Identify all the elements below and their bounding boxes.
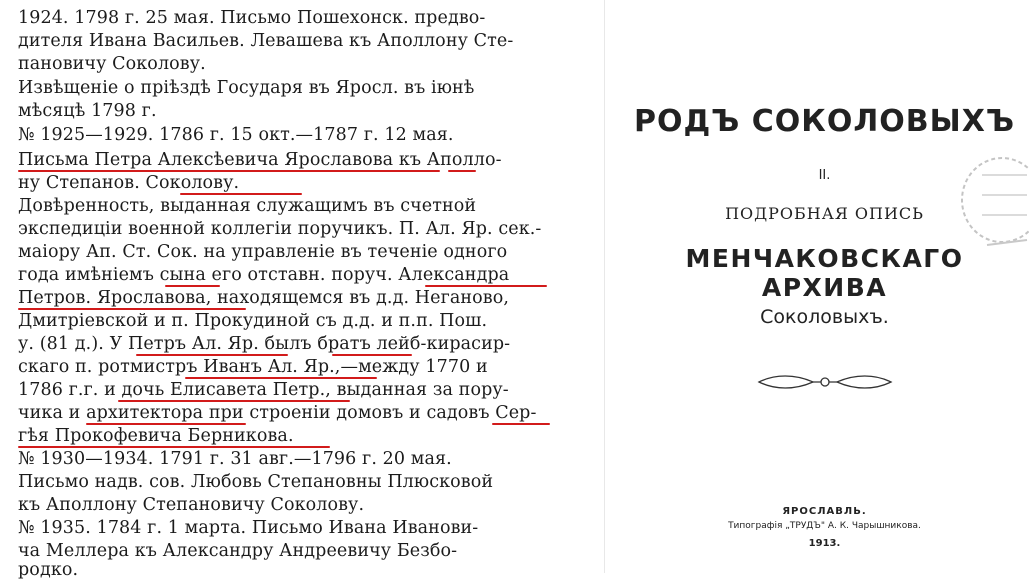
title-page <box>620 0 1029 573</box>
text-line: мѣсяцѣ 1798 г. <box>18 101 157 121</box>
red-underline <box>18 170 440 172</box>
red-underline <box>448 170 476 172</box>
library-stamp-icon <box>932 145 1029 265</box>
text-line: ну Степанов. Соколову. <box>18 173 240 193</box>
text-line: Извѣщеніе о пріѣздѣ Государя въ Яросл. въ іюнѣ <box>18 78 475 98</box>
red-underline <box>425 285 547 287</box>
text-line: маіору Ап. Ст. Сок. на управленіе въ теченіе одного <box>18 242 508 262</box>
text-line: № 1930—1934. 1791 г. 31 авг.—1796 г. 20 мая. <box>18 449 452 469</box>
text-line: Петров. Ярославова, находящемся въ д.д. Неганово, <box>18 288 510 308</box>
text-line: Довѣренность, выданная служащимъ въ счетной <box>18 196 477 216</box>
page-divider <box>604 0 605 573</box>
text-line: года имѣніемъ сына его отставн. поруч. Александра <box>18 265 510 285</box>
red-underline <box>165 285 220 287</box>
book-subtitle: ПОДРОБНАЯ ОПИСЬ <box>725 204 924 223</box>
volume-number: II. <box>818 168 831 183</box>
text-line: Дмитріевской и п. Прокудиной съ д.д. и п.п. Пош. <box>18 311 488 331</box>
red-underline <box>492 423 550 425</box>
text-line: скаго п. ротмистръ Иванъ Ал. Яр.,—между 1770 и <box>18 357 488 377</box>
publication-year: 1913. <box>808 538 841 549</box>
ornament-flourish-icon <box>755 370 895 394</box>
text-line: 1924. 1798 г. 25 мая. Письмо Пошехонск. предво- <box>18 8 486 28</box>
red-underline <box>86 423 246 425</box>
text-line: Письма Петра Алексѣевича Ярославова къ Аполло- <box>18 150 502 170</box>
publication-city: ЯРОСЛАВЛЬ. <box>782 506 867 517</box>
archive-name: МЕНЧАКОВСКАГО АРХИВА <box>685 244 964 302</box>
text-line: ча Меллера къ Александру Андреевичу Безбо- <box>18 541 458 561</box>
text-line: гѣя Прокофевича Берникова. <box>18 426 294 446</box>
red-underline <box>18 446 330 448</box>
text-line: чика и архитектора при строеніи домовъ и садовъ Сер- <box>18 403 537 423</box>
red-underline <box>332 354 412 356</box>
red-underline <box>185 377 377 379</box>
text-line: дителя Ивана Васильев. Левашева къ Аполлону Сте- <box>18 31 514 51</box>
text-line: Письмо надв. сов. Любовь Степановны Плюсковой <box>18 472 494 492</box>
text-line: у. (81 д.). У Петръ Ал. Яр. былъ братъ лейб-кирасир- <box>18 334 511 354</box>
red-underline <box>180 193 302 195</box>
text-line: № 1925—1929. 1786 г. 15 окт.—1787 г. 12 мая. <box>18 125 454 145</box>
text-line: № 1935. 1784 г. 1 марта. Письмо Ивана Иванови- <box>18 518 479 538</box>
text-line: къ Аполлону Степановичу Соколову. <box>18 495 365 515</box>
red-underline <box>18 308 246 310</box>
printer-name: Типографія „ТРУДЪ" А. К. Чарышникова. <box>728 521 921 531</box>
text-line: родко. <box>18 560 79 580</box>
red-underline <box>136 354 288 356</box>
text-line: 1786 г.г. и дочь Елисавета Петр., выданная за пору- <box>18 380 509 400</box>
text-line: экспедиціи военной коллегіи поручикъ. П. Ал. Яр. сек.- <box>18 219 542 239</box>
family-name: Соколовыхъ. <box>760 306 889 328</box>
text-line: пановичу Соколову. <box>18 54 206 74</box>
red-underline <box>118 400 350 402</box>
book-title: РОДЪ СОКОЛОВЫХЪ <box>633 104 1016 139</box>
